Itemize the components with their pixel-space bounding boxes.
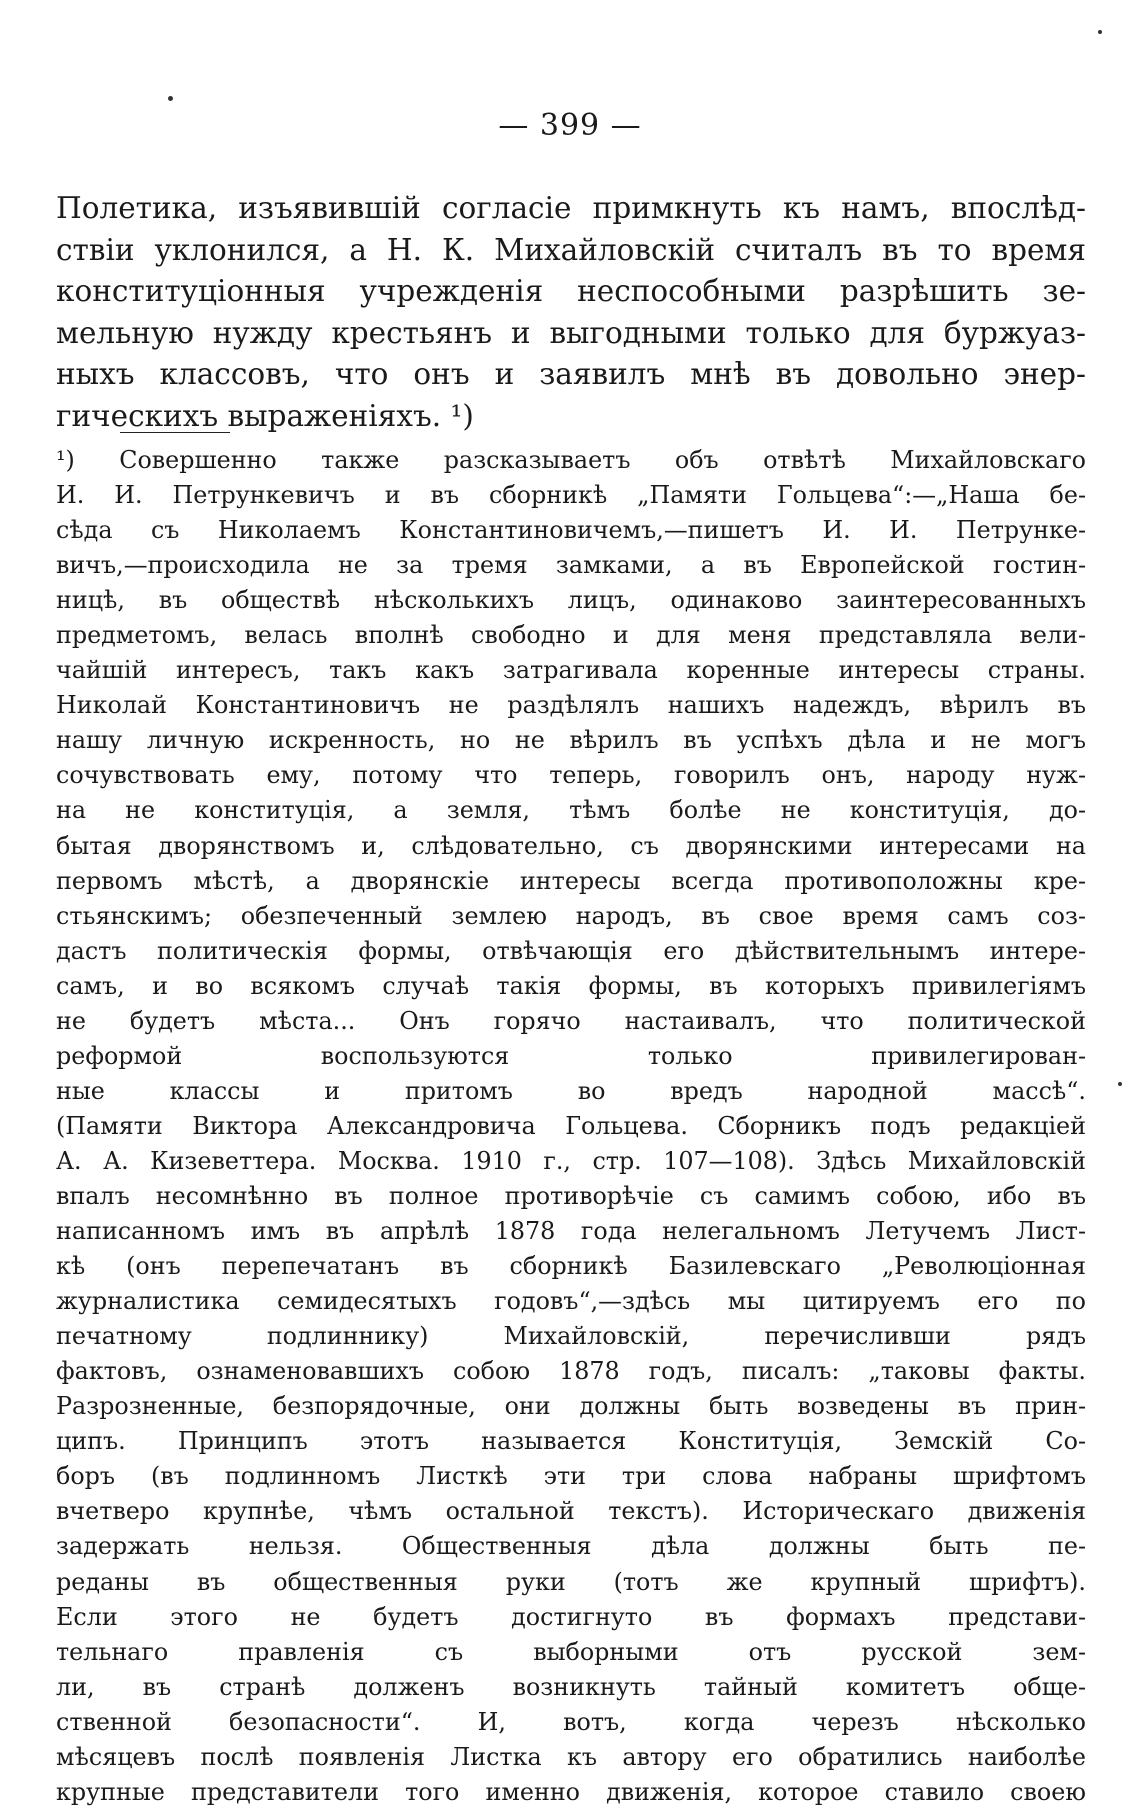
footnote-line: предметомъ, велась вполнѣ свободно и для меня представляла вели- bbox=[56, 621, 1086, 650]
footnote-line: тельнаго правленія съ выборными отъ русской зем- bbox=[56, 1637, 1086, 1666]
footnote-line: мѣсяцевъ послѣ появленія Листка къ автору его обратились наиболѣе bbox=[56, 1742, 1086, 1771]
scan-speck bbox=[1098, 30, 1102, 34]
footnote-line: печатному подлиннику) Михайловскій, перечисливши рядъ bbox=[56, 1322, 1086, 1351]
footnote-line: реформой воспользуются только привилегирован- bbox=[56, 1041, 1086, 1070]
footnote-line: кѣ (онъ перепечатанъ въ сборникѣ Базилевскаго „Революціонная bbox=[56, 1252, 1086, 1281]
footnote-line: ственной безопасности“. И, вотъ, когда черезъ нѣсколько bbox=[56, 1707, 1086, 1736]
main-paragraph bbox=[56, 188, 1086, 437]
footnote-line: первомъ мѣстѣ, а дворянскіе интересы всегда противоположны кре- bbox=[56, 866, 1086, 895]
footnote-divider bbox=[120, 432, 230, 433]
footnote-line: вчетверо крупнѣе, чѣмъ остальной текстъ). Историческаго движенія bbox=[56, 1497, 1086, 1526]
text-line: ныхъ классовъ, что онъ и заявилъ мнѣ въ довольно энер- bbox=[56, 357, 1086, 391]
footnote-line: бытая дворянствомъ и, слѣдовательно, съ дворянскими интересами на bbox=[56, 831, 1086, 860]
footnote-line: ципъ. Принципъ этотъ называется Конституція, Земскій Со- bbox=[56, 1427, 1086, 1456]
footnote-line: вичъ,—происходила не за тремя замками, а въ Европейской гостин- bbox=[56, 551, 1086, 580]
footnote-line: стьянскимъ; обезпеченный землею народъ, въ свое время самъ соз- bbox=[56, 901, 1086, 930]
scan-speck bbox=[1118, 1082, 1122, 1086]
footnote-line: нашу личную искренность, но не вѣрилъ въ успѣхъ дѣла и не могъ bbox=[56, 726, 1086, 755]
footnote-line: впалъ несомнѣнно въ полное противорѣчіе съ самимъ собою, ибо въ bbox=[56, 1181, 1086, 1210]
footnote-line: фактовъ, ознаменовавшихъ собою 1878 годъ, писалъ: „таковы факты. bbox=[56, 1357, 1086, 1386]
footnote-line: ли, въ странѣ долженъ возникнуть тайный комитетъ обще- bbox=[56, 1672, 1086, 1701]
footnote-line: А. А. Кизеветтера. Москва. 1910 г., стр. 107—108). Здѣсь Михайловскій bbox=[56, 1146, 1086, 1175]
footnote-line: боръ (въ подлинномъ Листкѣ эти три слова набраны шрифтомъ bbox=[56, 1462, 1086, 1491]
footnote-line: ные классы и притомъ во вредъ народной массѣ“. bbox=[56, 1076, 1086, 1105]
text-line: Полетика, изъявившій согласіе примкнуть къ намъ, впослѣд- bbox=[56, 191, 1086, 225]
footnote-line: реданы въ общественныя руки (тотъ же крупный шрифтъ). bbox=[56, 1567, 1086, 1596]
text-line: конституціонныя учрежденія неспособными разрѣшить зе- bbox=[56, 274, 1086, 308]
footnote-line: ницѣ, въ обществѣ нѣсколькихъ лицъ, одинаково заинтересованныхъ bbox=[56, 586, 1086, 615]
footnote-line: дастъ политическія формы, отвѣчающія его дѣйствительнымъ интере- bbox=[56, 936, 1086, 965]
footnote-line: крупные представители того именно движенія, которое ставило своею bbox=[56, 1777, 1086, 1806]
text-line: гическихъ выраженіяхъ. ¹) bbox=[56, 398, 474, 433]
footnote-line: И. И. Петрункевичъ и въ сборникѣ „Памяти Гольцева“:—„Наша бе- bbox=[56, 481, 1086, 510]
footnote-line: Николай Константиновичъ не раздѣлялъ нашихъ надеждъ, вѣрилъ въ bbox=[56, 691, 1086, 720]
footnote-line: (Памяти Виктора Александровича Гольцева. Сборникъ подъ редакціей bbox=[56, 1111, 1086, 1140]
scan-speck bbox=[168, 96, 173, 101]
footnote-line: задержать нельзя. Общественныя дѣла должны быть пе- bbox=[56, 1532, 1086, 1561]
text-line: ствіи уклонился, а Н. К. Михайловскій считалъ въ то время bbox=[56, 232, 1086, 267]
footnote-line: написанномъ имъ въ апрѣлѣ 1878 года нелегальномъ Летучемъ Лист- bbox=[56, 1217, 1086, 1246]
footnote-text bbox=[56, 443, 1086, 1810]
footnote-line: Разрозненные, безпорядочные, они должны быть возведены въ прин- bbox=[56, 1392, 1086, 1421]
footnote-line: чайшій интересъ, такъ какъ затрагивала коренные интересы страны. bbox=[56, 656, 1086, 685]
footnote-line: Если этого не будетъ достигнуто въ формахъ представи- bbox=[56, 1602, 1086, 1631]
footnote-line: на не конституція, а земля, тѣмъ болѣе не конституція, до- bbox=[56, 796, 1086, 825]
text-line: мельную нужду крестьянъ и выгодными только для буржуаз- bbox=[56, 315, 1086, 350]
page-number: — 399 — bbox=[498, 108, 642, 143]
footnote-line: журналистика семидесятыхъ годовъ“,—здѣсь мы цитируемъ его по bbox=[56, 1287, 1086, 1316]
footnote-line: самъ, и во всякомъ случаѣ такія формы, въ которыхъ привилегіямъ bbox=[56, 971, 1086, 1000]
footnote-line: сочувствовать ему, потому что теперь, говорилъ онъ, народу нуж- bbox=[56, 761, 1086, 790]
footnote-line: не будетъ мѣста... Онъ горячо настаивалъ, что политической bbox=[56, 1006, 1086, 1035]
footnote-line: сѣда съ Николаемъ Константиновичемъ,—пишетъ И. И. Петрунке- bbox=[56, 516, 1086, 545]
footnote-line: ¹) Совершенно также разсказываетъ объ отвѣтѣ Михайловскаго bbox=[56, 446, 1086, 474]
